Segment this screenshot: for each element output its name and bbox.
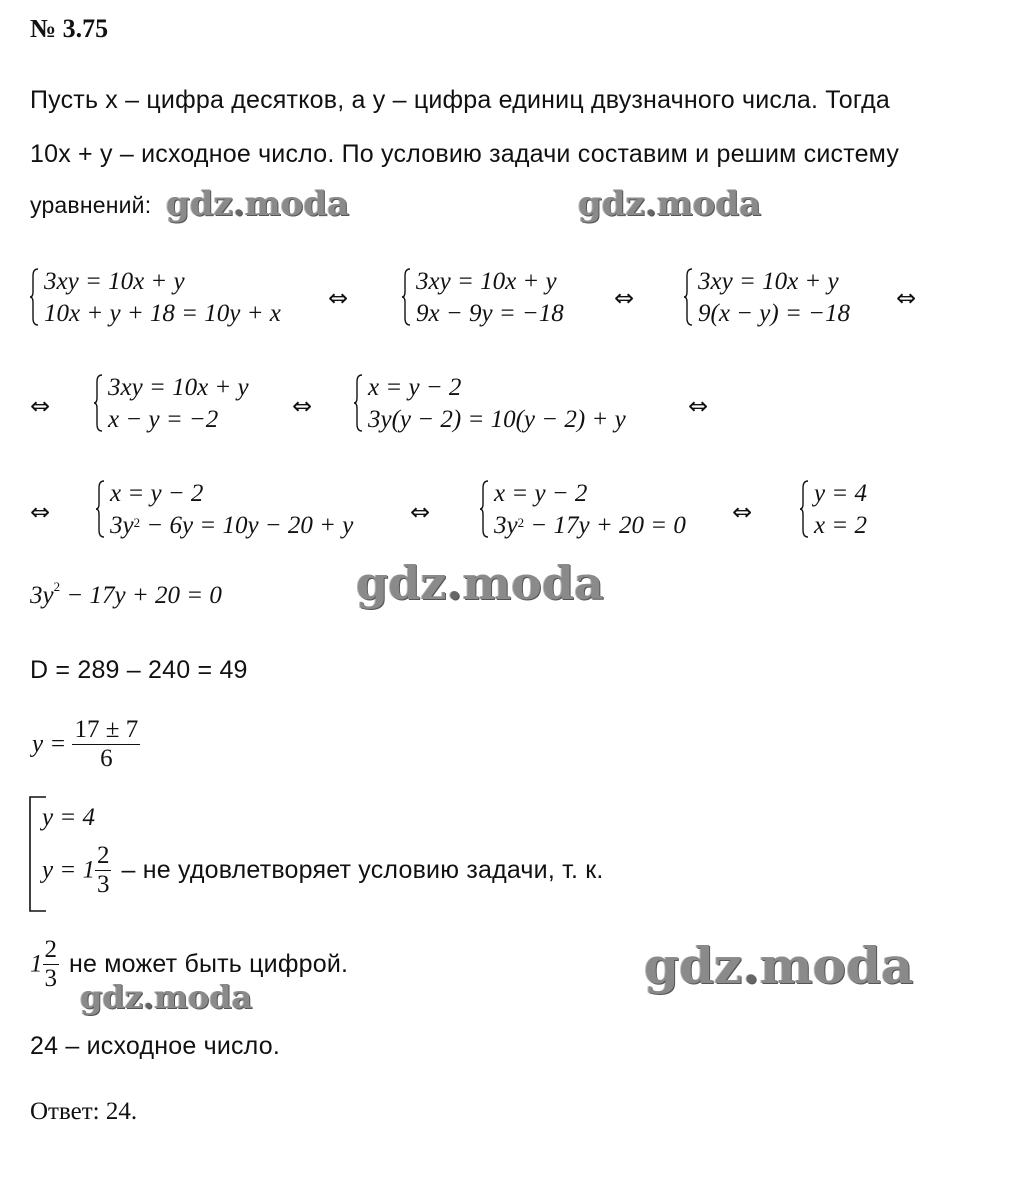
quadratic-equation: $3y^2 - 17y + 20 = 0$ [30, 579, 222, 609]
system-8: y = 4 x = 2 [800, 478, 867, 542]
roots-formula: y = $\frac{17 \pm 7}{6}$ [32, 716, 139, 772]
equivalence-symbol: ⇔ [328, 284, 349, 312]
not-digit-statement: 1 $\frac{2}{3}$ не может быть цифрой. [30, 936, 349, 992]
equivalence-symbol: ⇔ [30, 498, 51, 526]
answer: Ответ: 24. [30, 1098, 138, 1125]
watermark: gdz.moda [578, 184, 762, 224]
intro-line-3: уравнений: [30, 192, 152, 218]
equivalence-symbol: ⇔ [896, 284, 917, 312]
system-4: 3xy = 10x + y x − y = −2 [94, 372, 249, 436]
equivalence-symbol: ⇔ [410, 498, 431, 526]
system-7: x = y − 2 $3y^2 - 17y + 20 = 0$ [480, 478, 686, 542]
brace-icon [30, 268, 39, 326]
problem-number: № 3.75 [30, 14, 109, 43]
brace-icon [402, 268, 411, 326]
intro-line-2: 10x + y – исходное число. По условию задачи составим и решим систему [30, 140, 900, 168]
watermark: gdz.moda [356, 556, 604, 610]
brace-icon [800, 480, 809, 538]
brace-icon [684, 268, 693, 326]
equivalence-symbol: ⇔ [688, 392, 709, 420]
system-1: 3xy = 10x + y 10x + y + 18 = 10y + x [30, 266, 281, 330]
equivalence-symbol: ⇔ [614, 284, 635, 312]
root-1: y = 4 [42, 804, 95, 831]
system-6: x = y − 2 $3y^2 - 6y = 10y - 20 + y$ [96, 478, 353, 542]
equivalence-symbol: ⇔ [292, 392, 313, 420]
intro-line-1: Пусть x – цифра десятков, а y – цифра единиц двузначного числа. Тогда [30, 86, 890, 114]
watermark: gdz.moda [644, 936, 914, 995]
equivalence-symbol: ⇔ [30, 392, 51, 420]
brace-icon [354, 374, 363, 432]
watermark: gdz.moda [166, 184, 350, 224]
brace-icon [96, 480, 105, 538]
brace-icon [480, 480, 489, 538]
system-2: 3xy = 10x + y 9x − 9y = −18 [402, 266, 564, 330]
discriminant: D = 289 – 240 = 49 [30, 656, 248, 684]
original-number: 24 – исходное число. [30, 1032, 280, 1060]
system-5: x = y − 2 3y(y − 2) = 10(y − 2) + y [354, 372, 626, 436]
equivalence-symbol: ⇔ [732, 498, 753, 526]
root-2: y = 1 $\frac{2}{3}$ – не удовлетворяет условию задачи, т. к. [42, 842, 604, 898]
brace-icon [94, 374, 103, 432]
watermark: gdz.moda [80, 978, 253, 1016]
system-3: 3xy = 10x + y 9(x − y) = −18 [684, 266, 850, 330]
